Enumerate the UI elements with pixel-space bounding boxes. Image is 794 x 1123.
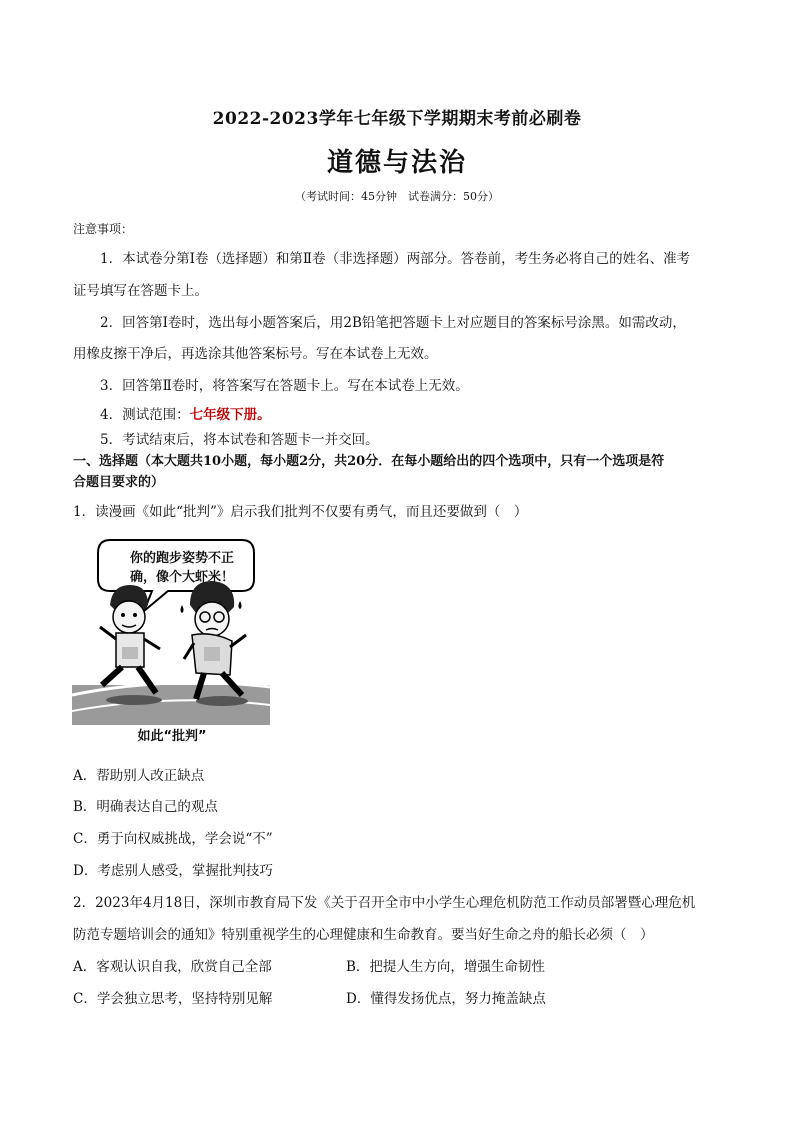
exam-info: （考试时间：45分钟 试卷满分：50分） <box>295 190 499 203</box>
question-2-option-a: A．客观认识自我，欣赏自己全部 <box>73 959 272 975</box>
question-1-stem: 1．读漫画《如此“批判”》启示我们批判不仅要有勇气，而且还要做到（ ） <box>73 504 528 520</box>
note-1-line-1: 1．本试卷分第Ⅰ卷（选择题）和第Ⅱ卷（非选择题）两部分。答卷前，考生务必将自己的姓名、准考 <box>100 251 691 267</box>
subject-title: 道德与法治 <box>326 148 467 178</box>
question-2-stem-line-1: 2．2023年4月18日，深圳市教育局下发《关于召开全市中小学生心理危机防范工作动员部署暨心理危机 <box>73 895 696 911</box>
question-2-option-c: C．学会独立思考，坚持特别见解 <box>73 991 273 1007</box>
question-1-option-c: C．勇于向权威挑战，学会说“不” <box>73 831 273 847</box>
note-2-line-2: 用橡皮擦干净后，再选涂其他答案标号。写在本试卷上无效。 <box>73 346 438 362</box>
note-4-label: 4．测试范围： <box>100 407 190 423</box>
question-2-stem-line-2: 防范专题培训会的通知》特别重视学生的心理健康和生命教育。要当好生命之舟的船长必须（ ） <box>73 927 654 943</box>
note-3: 3．回答第Ⅱ卷时，将答案写在答题卡上。写在本试卷上无效。 <box>100 378 469 394</box>
note-4 <box>100 406 271 424</box>
note-1-line-2: 证号填写在答题卡上。 <box>73 283 208 299</box>
section-1-header-line-2: 合题目要求的） <box>73 475 165 490</box>
note-5: 5．考试结束后，将本试卷和答题卡一并交回。 <box>100 432 379 448</box>
notes-heading: 注意事项： <box>73 222 134 236</box>
cartoon-caption: 如此“批判” <box>137 729 207 744</box>
speech-bubble-line-1: 你的跑步姿势不正 <box>129 551 234 566</box>
question-1-option-a: A．帮助别人改正缺点 <box>73 768 205 784</box>
question-2-option-d: D．懂得发扬优点，努力掩盖缺点 <box>346 991 546 1007</box>
question-2-option-b: B．把提人生方向，增强生命韧性 <box>346 959 545 975</box>
speech-bubble-text <box>112 549 252 587</box>
test-range: 七年级下册。 <box>189 407 271 423</box>
section-1-header-line-1: 一、选择题（本大题共10小题，每小题2分，共20分．在每小题给出的四个选项中，只有一个选项是符 <box>73 454 665 469</box>
question-1-option-b: B．明确表达自己的观点 <box>73 799 218 815</box>
speech-bubble-line-2: 确，像个大虾米！ <box>129 570 234 585</box>
note-2-line-1: 2．回答第Ⅰ卷时，选出每小题答案后，用2B铅笔把答题卡上对应题目的答案标号涂黑。如需改动， <box>100 315 686 331</box>
question-1-option-d: D．考虑别人感受，掌握批判技巧 <box>73 863 273 879</box>
cartoon-image <box>72 535 272 725</box>
exam-title: 2022-2023学年七年级下学期期末考前必刷卷 <box>212 109 582 129</box>
